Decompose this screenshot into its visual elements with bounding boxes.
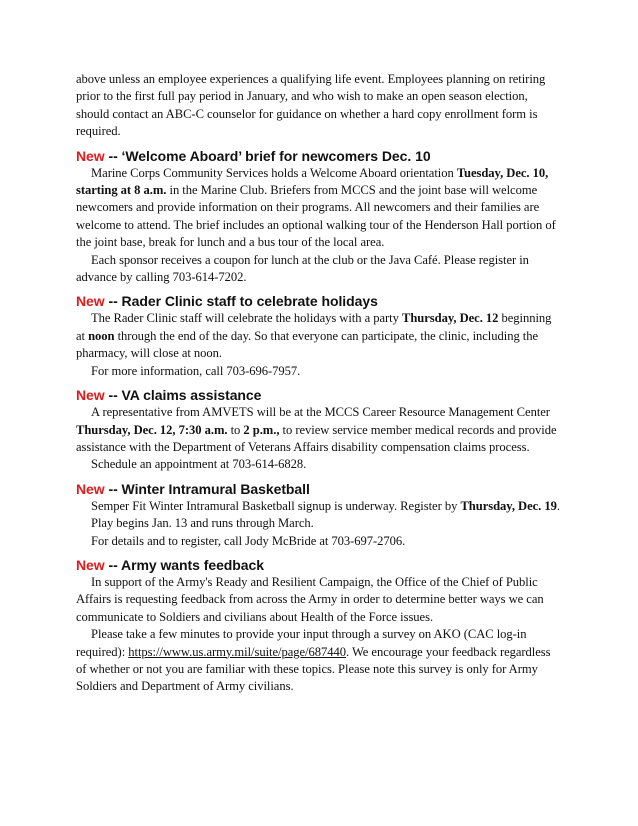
- section-paragraph: For more information, call 703-696-7957.: [91, 363, 301, 378]
- new-tag: New: [76, 147, 105, 164]
- section-basketball: [76, 480, 562, 550]
- section-army-feedback: [76, 556, 562, 696]
- text-run: to review service member medical records and provide assistance with the Department of Veterans Affairs disability compensation claims process.: [76, 422, 557, 454]
- section-title: -- Winter Intramural Basketball: [104, 480, 310, 497]
- section-title: -- Army wants feedback: [104, 556, 265, 573]
- section-heading: [76, 556, 562, 574]
- section-paragraph: For details and to register, call Jody McBride at 703-697-2706.: [91, 533, 406, 548]
- intro-paragraph: above unless an employee experiences a qualifying life event. Employees planning on retiring prior to the first full pay period in January, and who wish to make an open season election, should contact an ABC-C counselor for guidance on whether a hard copy enrollment form is required.: [76, 72, 546, 139]
- text-run: through the end of the day. So that everyone can participate, the clinic, including the pharmacy, will close at noon.: [76, 328, 539, 361]
- section-paragraph: Each sponsor receives a coupon for lunch at the club or the Java Café. Please register in advance by calling 703-614-7202.: [76, 252, 529, 285]
- section-title: -- Rader Clinic staff to celebrate holidays: [104, 293, 378, 310]
- event-end-time: 2 p.m.,: [243, 422, 280, 437]
- text-run: Marine Corps Community Services holds a Welcome Aboard orientation: [91, 165, 457, 180]
- new-tag: New: [76, 387, 105, 404]
- section-paragraph: In support of the Army's Ready and Resilient Campaign, the Office of the Chief of Public Affairs is requesting feedback from across the Army in order to determine better ways we can communicate to Soldiers and civilians about Health of the Force issues.: [76, 574, 544, 624]
- event-date: Thursday, Dec. 12: [401, 311, 499, 326]
- new-tag: New: [76, 556, 105, 573]
- text-run: beginning at: [76, 311, 552, 343]
- section-title: -- VA claims assistance: [104, 387, 262, 404]
- section-paragraph: [76, 626, 562, 696]
- section-paragraph: Play begins Jan. 13 and runs through March.: [91, 516, 314, 531]
- section-paragraph: [76, 310, 562, 362]
- section-paragraph: Schedule an appointment at 703-614-6828.: [91, 457, 307, 472]
- text-run: Please take a few minutes to provide your input through a survey on AKO (CAC log-in required):: [76, 627, 527, 659]
- event-time: noon: [88, 328, 115, 343]
- event-datetime: Tuesday, Dec. 10, starting at 8 a.m.: [76, 165, 549, 198]
- section-heading: [76, 292, 562, 310]
- text-run: . We encourage your feedback regardless of whether or not you are familiar with these topics. Please note this survey is only for Army Soldiers and Department of Army civilians.: [76, 644, 551, 694]
- section-paragraph: [76, 498, 562, 515]
- text-run: Semper Fit Winter Intramural Basketball signup is underway. Register by: [91, 498, 461, 513]
- new-tag: New: [76, 480, 105, 497]
- text-run: A representative from AMVETS will be at the MCCS Career Resource Management Center: [91, 405, 550, 420]
- document-page: [76, 71, 562, 696]
- new-tag: New: [76, 293, 105, 310]
- event-datetime: Thursday, Dec. 12, 7:30 a.m.: [76, 422, 228, 437]
- text-run: in the Marine Club. Briefers from MCCS and the joint base will welcome newcomers and provide information on their programs. All newcomers and their families are welcome to attend. The brief includes an optional walking tour of the Henderson Hall portion of the joint base, break for lunch and a bus tour of the local area.: [76, 183, 556, 250]
- survey-link[interactable]: https://www.us.army.mil/suite/page/687440: [128, 644, 346, 659]
- section-title: -- ‘Welcome Aboard’ brief for newcomers Dec. 10: [104, 147, 431, 164]
- text-run: to: [227, 422, 244, 437]
- section-heading: [76, 147, 562, 165]
- text-run: .: [556, 498, 560, 513]
- section-rader-clinic: [76, 292, 562, 380]
- section-heading: [76, 386, 562, 404]
- section-paragraph: [76, 165, 562, 252]
- text-run: The Rader Clinic staff will celebrate the holidays with a party: [91, 311, 402, 326]
- section-heading: [76, 480, 562, 498]
- section-va-claims: [76, 386, 562, 474]
- section-paragraph: [76, 404, 562, 456]
- event-date: Thursday, Dec. 19: [460, 498, 557, 513]
- section-welcome-aboard: [76, 147, 562, 287]
